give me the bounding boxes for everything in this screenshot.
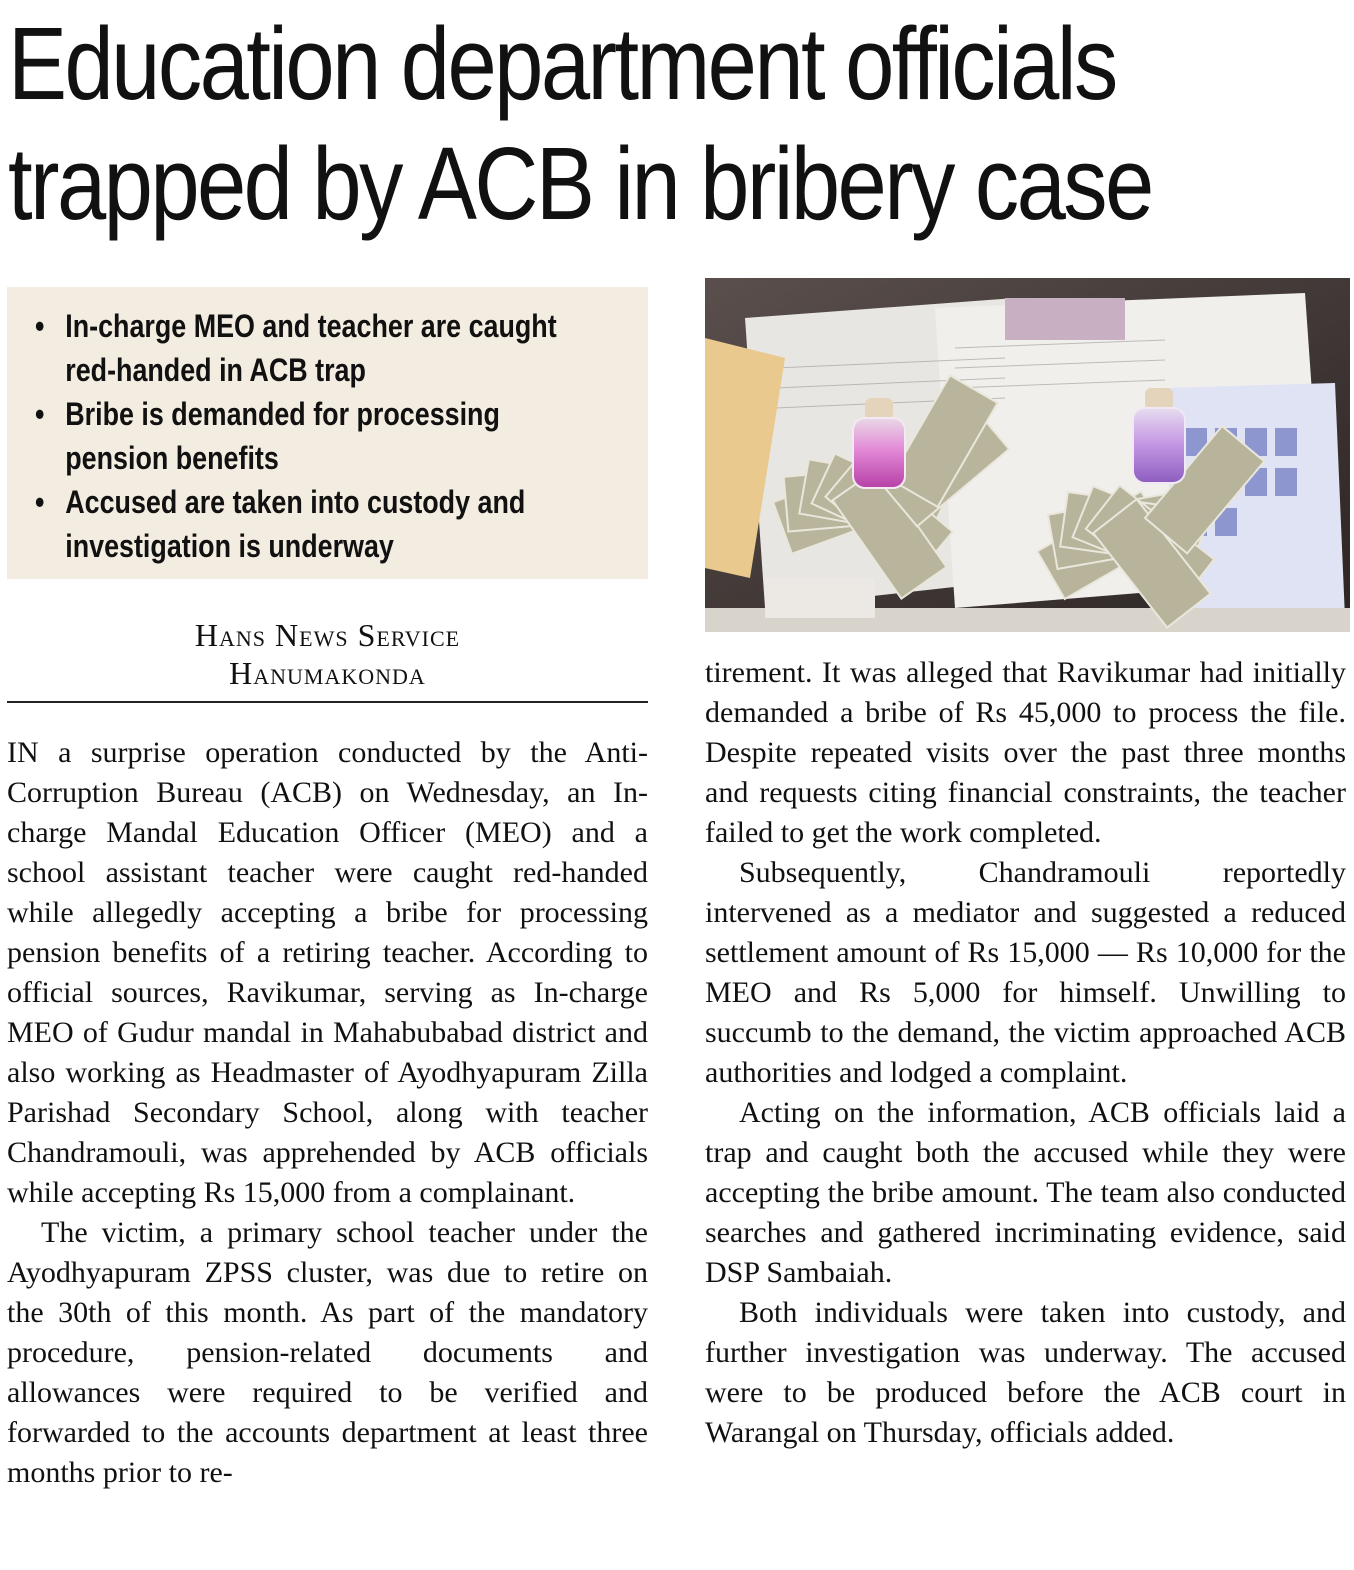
article-paragraph: Subsequently, Chandramouli reportedly intervened as a mediator and suggested a reduced settlement amount of Rs 15,000 — Rs 10,000 for the MEO and Rs 5,000 for himself. Unwilling to succumb to the demand, the victim approached ACB authorities and lodged a complaint.	[705, 856, 1346, 1089]
article-paragraph: tirement. It was alleged that Ravikumar had initially demanded a bribe of Rs 45,000 to process the file. Despite repeated visits over the past three months and requests citing financial constraints, the teacher failed to get the work completed.	[705, 656, 1346, 849]
bullet-icon: •	[35, 308, 45, 344]
article-column-right	[705, 653, 1346, 1453]
highlight-text: Bribe is demanded for processing	[65, 396, 500, 432]
highlight-item	[35, 392, 623, 480]
highlight-text: investigation is underway	[65, 528, 394, 564]
highlight-text: pension benefits	[65, 440, 279, 476]
byline	[7, 616, 648, 692]
headline	[8, 4, 1160, 244]
article-paragraph: The victim, a primary school teacher under the Ayodhyapuram ZPSS cluster, was due to retire on the 30th of this month. As part of the mandatory procedure, pension-related documents and allowances were required to be verified and forwarded to the accounts department at least three months prior to re-	[7, 1216, 648, 1489]
highlight-text: red-handed in ACB trap	[65, 352, 366, 388]
highlight-item	[35, 304, 623, 392]
article-paragraph: Both individuals were taken into custody, and further investigation was underway. The accused were to be produced before the ACB court in Warangal on Thursday, officials added.	[705, 1296, 1346, 1449]
news-photo	[705, 278, 1350, 632]
byline-divider	[7, 701, 648, 703]
article-column-left	[7, 733, 648, 1493]
headline-line-1: Education department officials	[8, 6, 1116, 121]
article-paragraph: Acting on the information, ACB officials laid a trap and caught both the accused while they were accepting the bribe amount. The team also conducted searches and gathered incriminating evidence, said DSP Sambaiah.	[705, 1096, 1346, 1289]
highlight-item	[35, 480, 623, 568]
highlight-text: Accused are taken into custody and	[65, 484, 526, 520]
highlights-list	[35, 304, 623, 568]
headline-line-2: trapped by ACB in bribery case	[8, 126, 1152, 241]
bullet-icon: •	[35, 396, 45, 432]
photo-illustration	[705, 278, 1350, 632]
highlights-box	[7, 287, 648, 579]
highlight-text: In-charge MEO and teacher are caught	[65, 308, 557, 344]
byline-location: Hanumakonda	[229, 655, 426, 691]
bullet-icon: •	[35, 484, 45, 520]
article-paragraph: IN a surprise operation conducted by the Anti-Corruption Bureau (ACB) on Wednesday, an In-charge Mandal Education Officer (MEO) and a school assistant teacher were caught red-handed while allegedly accepting a bribe for processing pension benefits of a retiring teacher. According to official sources, Ravikumar, serving as In-charge MEO of Gudur mandal in Mahabubabad district and also working as Headmaster of Ayodhyapuram Zilla Parishad Secondary School, along with teacher Chandramouli, was apprehended by ACB officials while accepting Rs 15,000 from a complainant.	[7, 736, 648, 1209]
byline-agency: Hans News Service	[194, 617, 461, 653]
